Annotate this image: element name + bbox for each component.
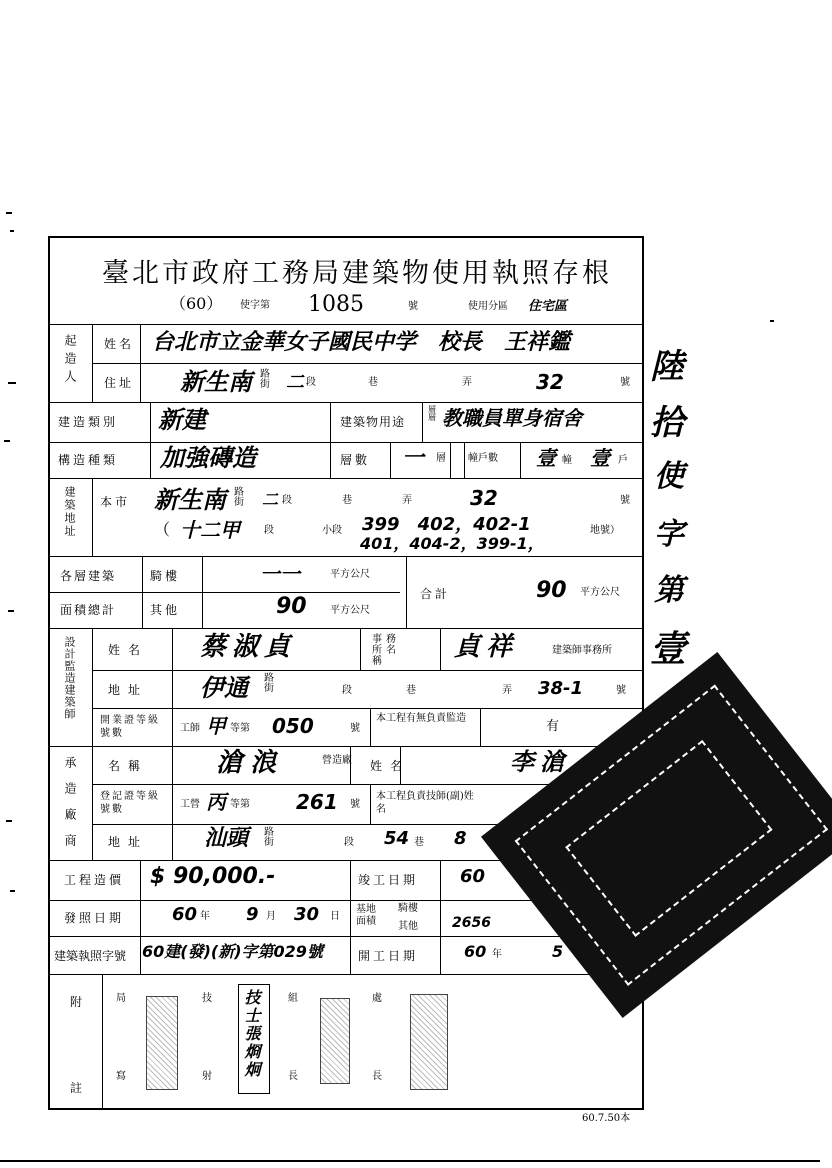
site-duan-unit: 段	[282, 495, 292, 506]
units-unit-1: 幢	[562, 455, 572, 466]
start-label: 開工日期	[358, 949, 419, 963]
area-total-label: 合計	[420, 587, 451, 601]
architect-office-value: 貞祥	[454, 632, 519, 662]
floors-label: 層數	[340, 453, 371, 467]
issue-month-unit: 月	[266, 911, 276, 922]
permit-value: 60建(發)(新)字第029號	[142, 942, 323, 961]
architect-cert-suffix: 號	[350, 723, 360, 734]
architect-addr-road-unit: 路街	[264, 673, 274, 694]
start-month: 5	[552, 942, 564, 961]
remarks-col2-bottom: 射	[202, 1071, 212, 1082]
strip-char: 字	[654, 517, 684, 552]
base-other-value: 2656	[452, 915, 491, 931]
issue-day: 30	[294, 904, 320, 925]
site-duan: 二	[262, 490, 279, 509]
site-paren: （	[154, 520, 171, 539]
contractor-addr-label: 地址	[108, 835, 149, 849]
contractor-addr-xiang: 巷	[414, 837, 424, 848]
contractor-reg-grade: 丙	[206, 790, 226, 814]
technician-seal	[238, 984, 270, 1094]
contractor-person-value: 李滄	[510, 748, 570, 776]
finish-label: 竣工日期	[358, 873, 419, 887]
build-type-label: 建造類別	[58, 415, 119, 429]
area-other-value: 90	[276, 594, 307, 619]
applicant-addr-no: 32	[536, 370, 564, 394]
struct-value: 加強磚造	[160, 444, 256, 472]
build-use-label: 建築物用途	[340, 415, 406, 429]
area-total-unit: 平方公尺	[580, 587, 620, 598]
applicant-addr-duan-unit: 段	[306, 377, 316, 388]
print-mark: 60.7.50本	[582, 1113, 631, 1124]
contractor-name-value: 滄浪	[216, 748, 285, 778]
issue-label: 發照日期	[64, 911, 125, 925]
architect-supervisor-value: 有	[546, 719, 560, 734]
serial-suffix: 號	[408, 301, 418, 312]
issue-day-unit: 日	[330, 911, 340, 922]
issue-year-unit: 年	[200, 911, 210, 922]
units-value-2: 壹	[590, 446, 610, 470]
approval-seal-3	[320, 998, 350, 1084]
area-label-line1: 各層建築	[60, 569, 117, 583]
remarks-label-top: 附	[70, 995, 86, 1009]
build-type-value: 新建	[158, 406, 206, 434]
issue-year: 60	[172, 904, 198, 925]
site-nong: 弄	[402, 495, 412, 506]
build-use-floor-mark: 層層	[428, 405, 436, 422]
cost-label: 工程造價	[64, 873, 125, 887]
architect-addr-nong: 弄	[502, 685, 512, 696]
architect-cert-grade: 甲	[206, 714, 226, 738]
permit-label: 建築執照字號	[54, 949, 127, 963]
site-sub-xiao: 小段	[322, 525, 342, 536]
site-city: 本市	[100, 495, 131, 509]
architect-cert-mid: 等第	[230, 723, 250, 734]
floors-value: 一	[402, 446, 425, 471]
issue-month: 9	[246, 904, 259, 925]
architect-cert-label: 開業證等級號數	[100, 715, 160, 739]
architect-cert-no: 050	[272, 714, 314, 738]
site-sub-section: 十二甲	[180, 518, 240, 542]
area-other-label: 其他	[150, 603, 181, 617]
remarks-col1-top: 局	[116, 993, 126, 1004]
site-lots-line1: 399 402，402-1	[362, 514, 531, 535]
site-lots-unit: 地號）	[590, 525, 620, 536]
year-prefix: （60）	[170, 294, 223, 313]
architect-supervisor-label: 本工程有無負責監造	[376, 713, 466, 724]
contractor-reg-mid: 等第	[230, 799, 250, 810]
remarks-col3-bottom: 長	[288, 1071, 298, 1082]
area-label-line2: 面積總計	[60, 603, 117, 617]
remarks-col4-bottom: 長	[372, 1071, 382, 1082]
applicant-addr-road: 新生南	[180, 368, 252, 396]
architect-addr-xiang: 巷	[406, 685, 416, 696]
start-year: 60	[464, 942, 487, 961]
site-road: 新生南	[154, 486, 226, 514]
applicant-addr-road-unit: 路街	[260, 369, 270, 390]
base-arcade-label: 騎樓	[398, 903, 418, 914]
site-no: 32	[470, 486, 498, 510]
remarks-col3-top: 組	[288, 993, 298, 1004]
applicant-section-label: 起造人	[63, 334, 77, 388]
applicant-name-value: 台北市立金華女子國民中学 校長 王祥鑑	[152, 330, 571, 355]
zone-value: 住宅區	[528, 299, 568, 314]
contractor-person-label: 姓名	[370, 759, 411, 773]
form-title: 臺北市政府工務局建築物使用執照存根	[102, 258, 612, 289]
remarks-col2-top: 技	[202, 993, 212, 1004]
applicant-addr-xiang: 巷	[368, 377, 378, 388]
zone-label: 使用分區	[468, 301, 508, 312]
architect-addr-no: 38-1	[538, 678, 584, 699]
area-total-value: 90	[536, 578, 567, 603]
applicant-addr-no-unit: 號	[620, 377, 630, 388]
architect-name-label: 姓名	[108, 643, 149, 657]
architect-name-value: 蔡淑貞	[200, 632, 297, 662]
strip-char: 陸	[650, 347, 684, 387]
cost-value: $ 90,000.-	[150, 864, 276, 889]
base-area-label: 基地面積	[356, 904, 376, 927]
site-road-unit: 路街	[234, 487, 244, 508]
architect-addr-road: 伊通	[200, 674, 248, 702]
applicant-addr-nong: 弄	[462, 377, 472, 388]
start-year-unit: 年	[492, 949, 502, 960]
applicant-addr-duan: 二	[286, 372, 304, 393]
contractor-addr-xiang-no: 54	[384, 828, 410, 849]
technician-seal-text: 技士張烱炯	[242, 989, 261, 1079]
serial-label: 使字第	[240, 300, 270, 311]
serial-number: 1085	[308, 292, 364, 317]
applicant-addr-label: 住址	[104, 376, 135, 390]
architect-addr-no-unit: 號	[616, 685, 626, 696]
contractor-addr-duan: 段	[344, 837, 354, 848]
units-value-1: 壹	[536, 446, 556, 470]
strip-char: 第	[654, 573, 684, 608]
architect-section-label: 設計監造建築師	[63, 636, 76, 720]
architect-cert-prefix: 工師	[180, 723, 200, 734]
contractor-addr-nong-no: 8	[454, 828, 467, 849]
build-use-value: 教職員單身宿舍	[442, 406, 582, 430]
area-arcade-label: 騎樓	[150, 569, 181, 583]
remarks-col4-top: 處	[372, 993, 382, 1004]
area-arcade-unit: 平方公尺	[330, 569, 370, 580]
finish-value: 60	[460, 866, 486, 887]
contractor-reg-no: 261	[296, 790, 338, 814]
applicant-name-label: 姓名	[104, 337, 135, 351]
site-no-unit: 號	[620, 495, 630, 506]
contractor-section-label: 承造廠商	[63, 756, 77, 860]
contractor-tech-label: 本工程負責技師(副)姓名	[376, 791, 474, 815]
contractor-reg-suffix: 號	[350, 799, 360, 810]
contractor-name-label: 名稱	[108, 759, 149, 773]
site-section-label: 建築地址	[63, 486, 76, 538]
units-unit-2: 戶	[618, 455, 628, 466]
architect-office-label: 事務所名稱	[372, 634, 400, 667]
remarks-label-bottom: 註	[70, 1081, 86, 1095]
architect-addr-label: 地址	[108, 683, 149, 697]
area-arcade-value: 一一	[260, 562, 300, 586]
base-other-label: 其他	[398, 921, 418, 932]
site-sub-duan: 段	[264, 525, 274, 536]
site-xiang: 巷	[342, 495, 352, 506]
remarks-col1-bottom: 寫	[116, 1071, 126, 1082]
site-lots-line2: 401，404-2，399-1，	[360, 534, 544, 553]
contractor-addr-road: 汕頭	[204, 826, 249, 851]
approval-seal-4	[410, 994, 448, 1090]
struct-label: 構造種類	[58, 453, 119, 467]
area-other-unit: 平方公尺	[330, 605, 370, 616]
approval-seal-1	[146, 996, 178, 1090]
contractor-reg-prefix: 工營	[180, 799, 200, 810]
contractor-name-suffix: 營造廠	[322, 755, 352, 766]
architect-addr-duan: 段	[342, 685, 352, 696]
units-label: 幢戶數	[468, 453, 498, 464]
architect-office-suffix: 建築師事務所	[552, 645, 612, 656]
strip-char: 拾	[650, 403, 684, 443]
strip-char: 使	[654, 459, 684, 494]
strip-char: 壹	[650, 629, 687, 670]
permit-form	[48, 236, 644, 1110]
contractor-addr-road-unit: 路街	[264, 827, 274, 848]
floors-unit: 層	[436, 453, 446, 464]
contractor-reg-label: 登記證等級號數	[100, 791, 160, 815]
